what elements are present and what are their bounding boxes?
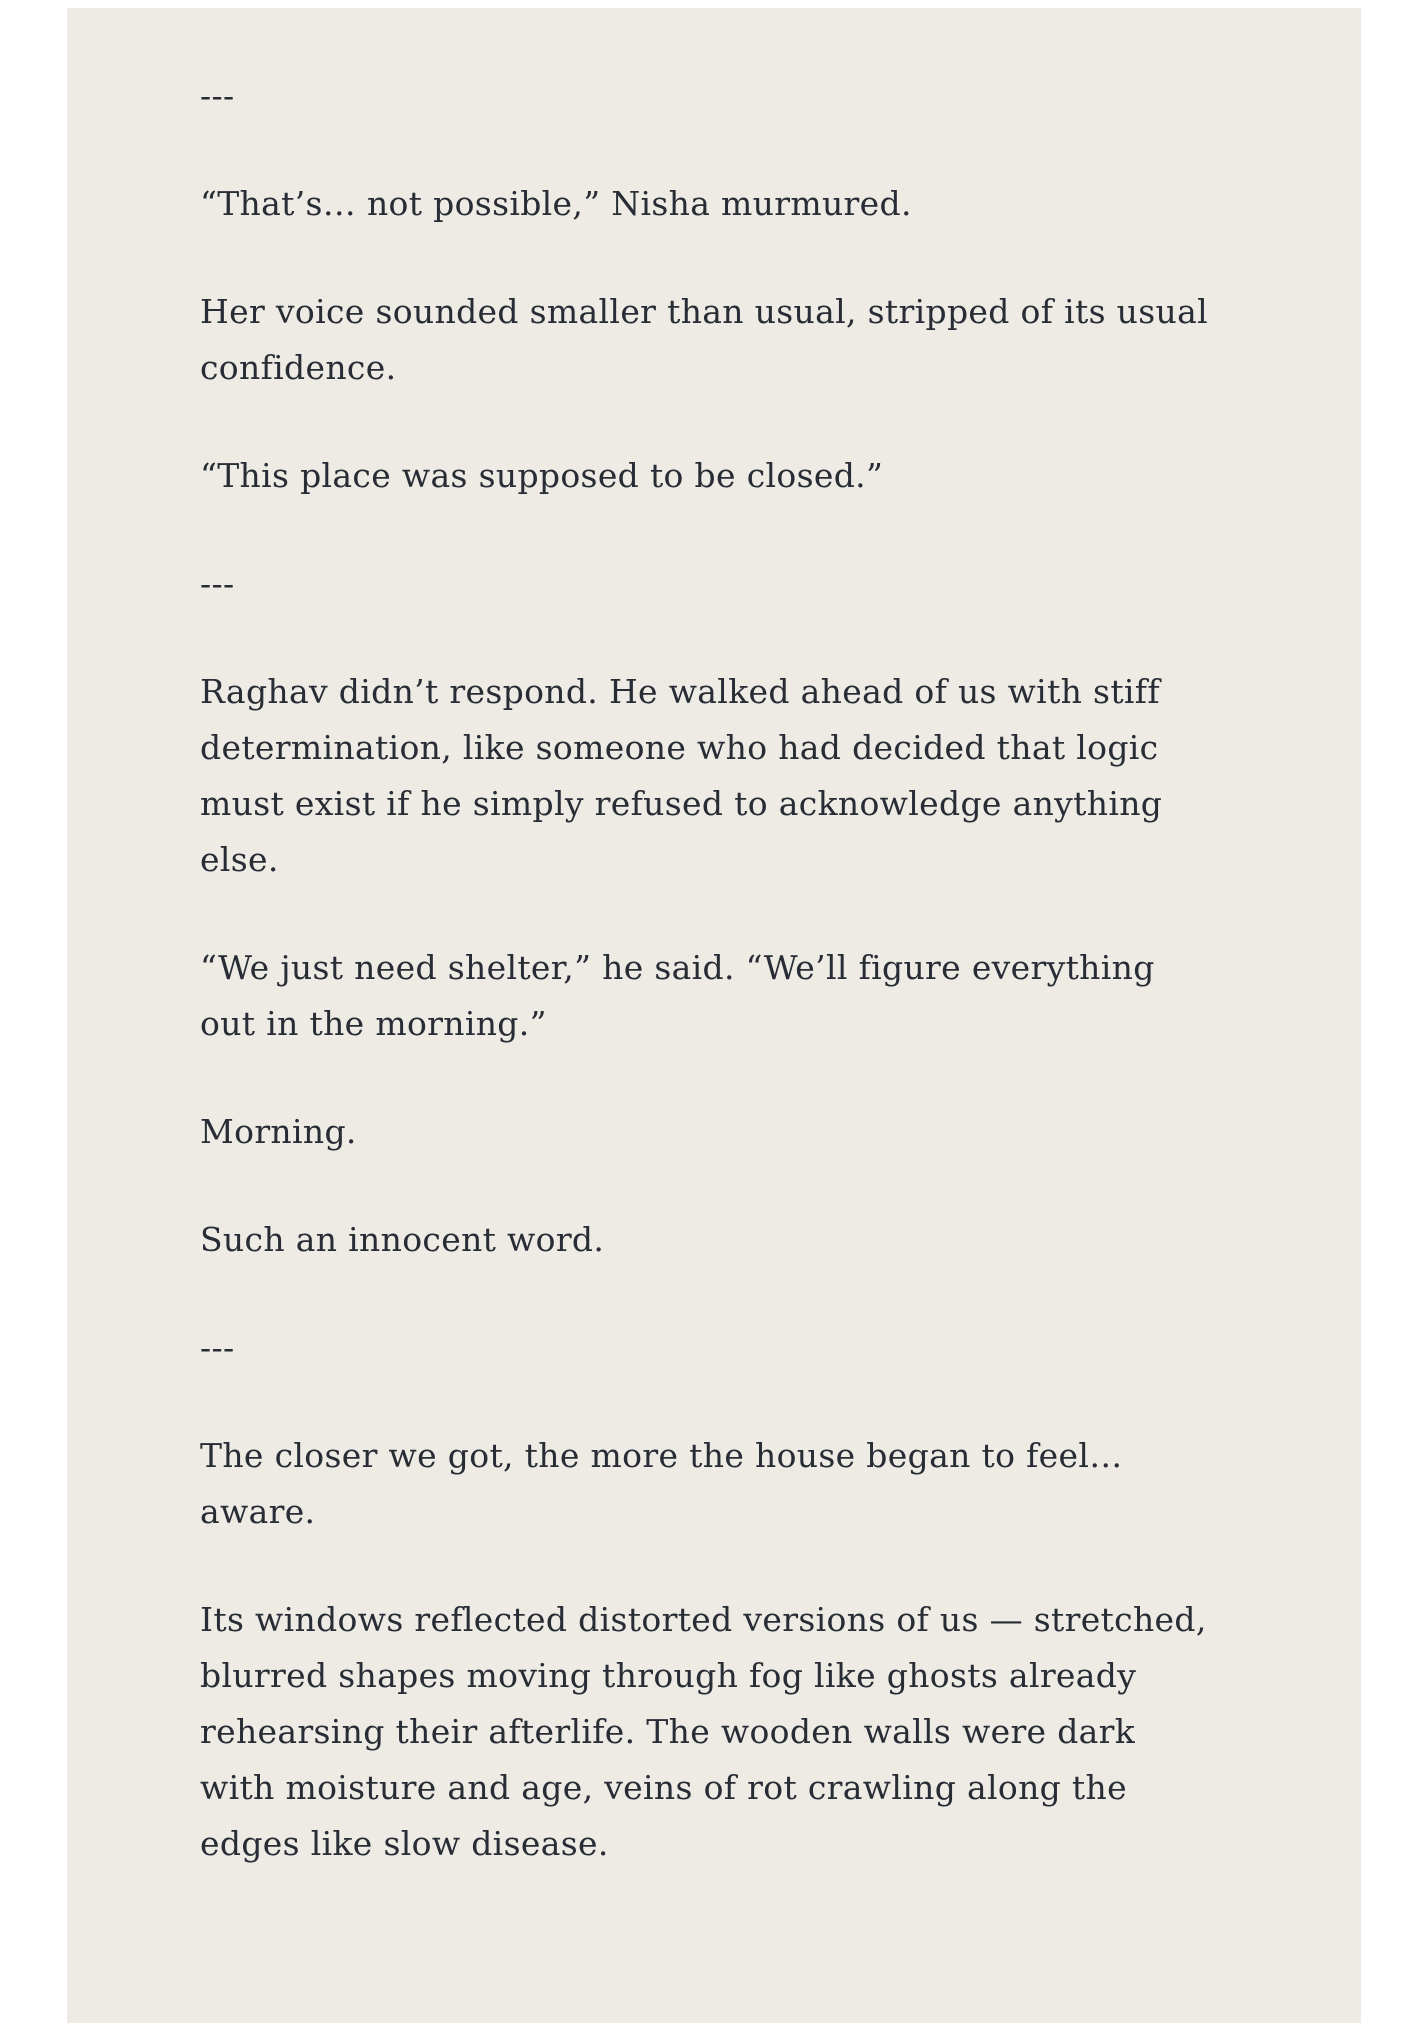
story-paragraph bbox=[200, 1104, 1241, 1160]
section-divider bbox=[200, 1320, 1241, 1376]
story-paragraph bbox=[200, 284, 1241, 396]
text-line: --- bbox=[200, 564, 235, 603]
document-page bbox=[67, 8, 1361, 2023]
text-line: --- bbox=[200, 76, 235, 115]
text-line: Morning. bbox=[200, 1112, 357, 1151]
text-line: confidence. bbox=[200, 348, 397, 387]
text-line: out in the morning.” bbox=[200, 1004, 547, 1043]
text-line: must exist if he simply refused to acknowledge anything bbox=[200, 784, 1163, 823]
story-paragraph bbox=[200, 940, 1241, 1052]
story-paragraph bbox=[200, 1428, 1241, 1540]
text-line: --- bbox=[200, 1328, 235, 1367]
text-line: Raghav didn’t respond. He walked ahead of us with stiff bbox=[200, 672, 1160, 711]
text-line: with moisture and age, veins of rot crawling along the bbox=[200, 1768, 1127, 1807]
text-line: Its windows reflected distorted versions of us — stretched, bbox=[200, 1600, 1207, 1639]
text-line: blurred shapes moving through fog like ghosts already bbox=[200, 1656, 1137, 1695]
story-text bbox=[67, 8, 1361, 1872]
story-paragraph bbox=[200, 1592, 1241, 1872]
story-paragraph bbox=[200, 448, 1241, 504]
story-paragraph bbox=[200, 176, 1241, 232]
text-line: “That’s… not possible,” Nisha murmured. bbox=[200, 184, 912, 223]
story-paragraph bbox=[200, 664, 1241, 888]
section-divider bbox=[200, 556, 1241, 612]
text-line: edges like slow disease. bbox=[200, 1824, 609, 1863]
text-line: Her voice sounded smaller than usual, stripped of its usual bbox=[200, 292, 1208, 331]
text-line: The closer we got, the more the house began to feel… bbox=[200, 1436, 1123, 1475]
text-line: determination, like someone who had decided that logic bbox=[200, 728, 1159, 767]
text-line: aware. bbox=[200, 1492, 316, 1531]
text-line: “We just need shelter,” he said. “We’ll figure everything bbox=[200, 948, 1155, 987]
text-line: rehearsing their afterlife. The wooden walls were dark bbox=[200, 1712, 1136, 1751]
section-divider bbox=[200, 68, 1241, 124]
text-line: “This place was supposed to be closed.” bbox=[200, 456, 884, 495]
text-line: else. bbox=[200, 840, 279, 879]
story-paragraph bbox=[200, 1212, 1241, 1268]
text-line: Such an innocent word. bbox=[200, 1220, 605, 1259]
